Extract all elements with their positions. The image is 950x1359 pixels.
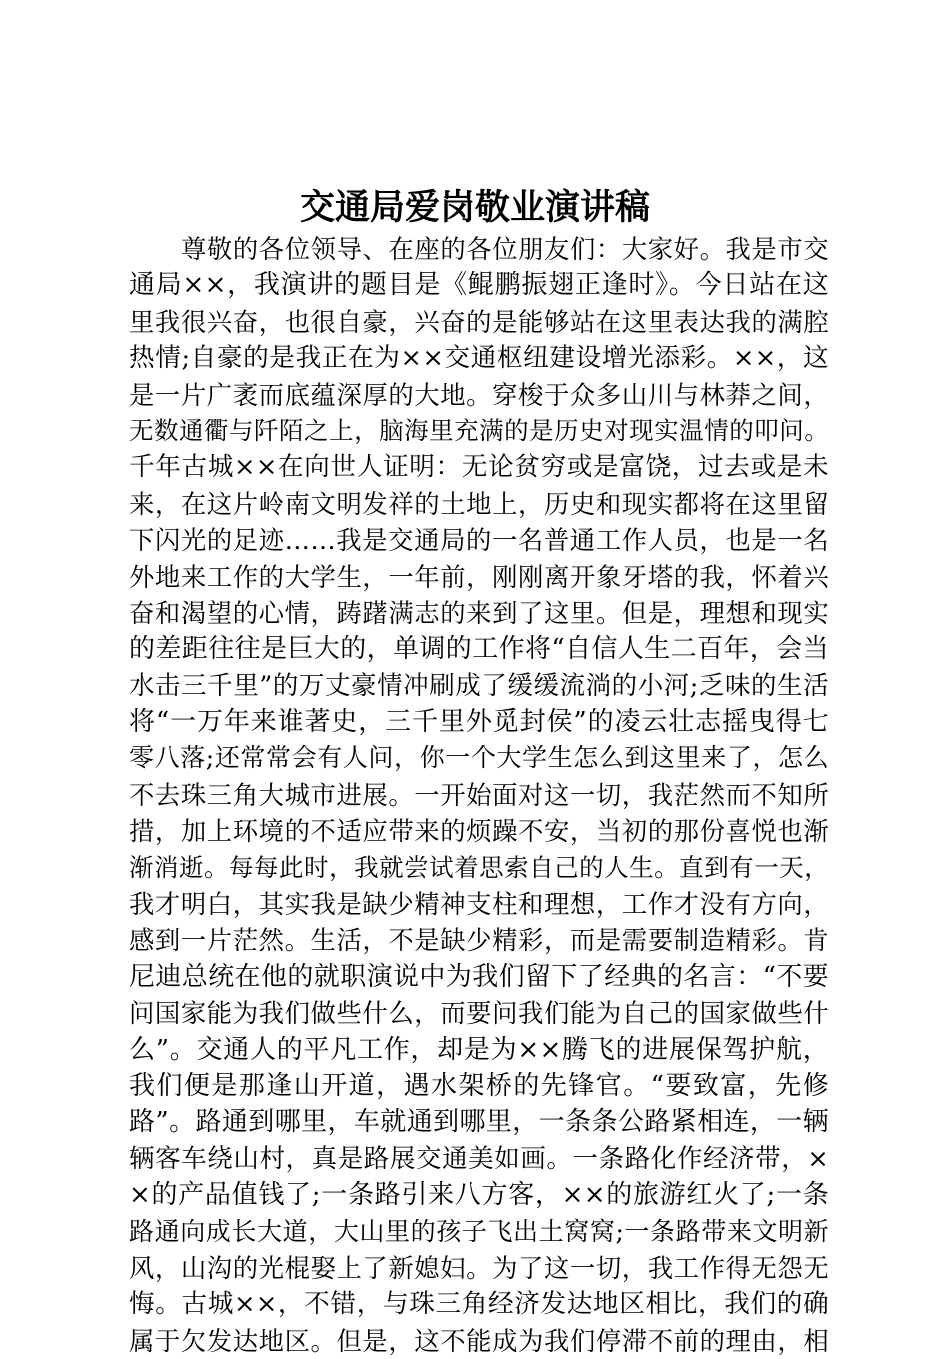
speech-line: 不去珠三角大城市进展。一开始面对这一切，我茫然而不知所: [129, 779, 829, 810]
speech-line: 渐消逝。每每此时，我就尝试着思索自己的人生。直到有一天，: [129, 852, 829, 882]
document-title: 交通局爱岗敬业演讲稿: [299, 187, 650, 228]
speech-line: 我才明白，其实我是缺少精神支柱和理想，工作才没有方向，: [129, 889, 829, 920]
speech-line: 悔。古城××，不错，与珠三角经济发达地区相比，我们的确: [129, 1289, 829, 1320]
speech-line: 零八落;还常常会有人问，你一个大学生怎么到这里来了，怎么: [129, 743, 829, 773]
speech-line: 尼迪总统在他的就职演说中为我们留下了经典的名言：“不要: [129, 961, 829, 992]
speech-line: 通局××，我演讲的题目是《鲲鹏振翅正逢时》。今日站在这: [129, 270, 829, 301]
speech-line: 里我很兴奋，也很自豪，兴奋的是能够站在这里表达我的满腔: [129, 306, 829, 337]
speech-line: 来，在这片岭南文明发祥的土地上，历史和现实都将在这里留: [129, 488, 829, 519]
speech-line: 热情;自豪的是我正在为××交通枢纽建设增光添彩。××，这: [129, 343, 829, 374]
speech-line-first: 尊敬的各位领导、在座的各位朋友们：大家好。我是市交: [181, 234, 829, 264]
speech-line: 无数通衢与阡陌之上，脑海里充满的是历史对现实温情的叩问。: [129, 415, 829, 445]
speech-line: 问国家能为我们做些什么，而要问我们能为自己的国家做些什: [129, 998, 829, 1029]
speech-line: 千年古城××在向世人证明：无论贫穷或是富饶，过去或是未: [129, 452, 829, 483]
speech-line: 么”。交通人的平凡工作，却是为××腾飞的进展保驾护航，: [129, 1034, 829, 1065]
speech-line: 的差距往往是巨大的，单调的工作将“自信人生二百年，会当: [129, 634, 829, 665]
speech-line: 路通向成长大道，大山里的孩子飞出土窝窝;一条路带来文明新: [129, 1216, 829, 1246]
speech-body: [129, 231, 829, 1359]
speech-line: 辆客车绕山村，真是路展交通美如画。一条路化作经济带，×: [129, 1143, 829, 1174]
speech-line: 感到一片茫然。生活，不是缺少精彩，而是需要制造精彩。肯: [129, 925, 829, 956]
speech-line: 下闪光的足迹……我是交通局的一名普通工作人员，也是一名: [129, 525, 829, 556]
speech-line: 是一片广袤而底蕴深厚的大地。穿梭于众多山川与林莽之间，: [129, 379, 829, 410]
speech-line: 路”。路通到哪里，车就通到哪里，一条条公路紧相连，一辆: [129, 1107, 829, 1138]
speech-line: 奋和渴望的心情，踌躇满志的来到了这里。但是，理想和现实: [129, 597, 829, 628]
speech-line: 将“一万年来谁著史，三千里外觅封侯”的凌云壮志摇曳得七: [129, 707, 829, 738]
speech-line: 属于欠发达地区。但是，这不能成为我们停滞不前的理由，相: [129, 1325, 829, 1356]
speech-line: 水击三千里”的万丈豪情冲刷成了缓缓流淌的小河;乏味的生活: [129, 670, 829, 701]
speech-line: 风，山沟的光棍娶上了新媳妇。为了这一切，我工作得无怨无: [129, 1252, 829, 1283]
speech-line: ×的产品值钱了;一条路引来八方客，××的旅游红火了;一条: [129, 1180, 829, 1211]
speech-line: 我们便是那逢山开道，遇水架桥的先锋官。“要致富，先修: [129, 1070, 829, 1101]
speech-line: 措，加上环境的不适应带来的烦躁不安，当初的那份喜悦也渐: [129, 816, 829, 847]
speech-line: 外地来工作的大学生，一年前，刚刚离开象牙塔的我，怀着兴: [129, 561, 829, 592]
